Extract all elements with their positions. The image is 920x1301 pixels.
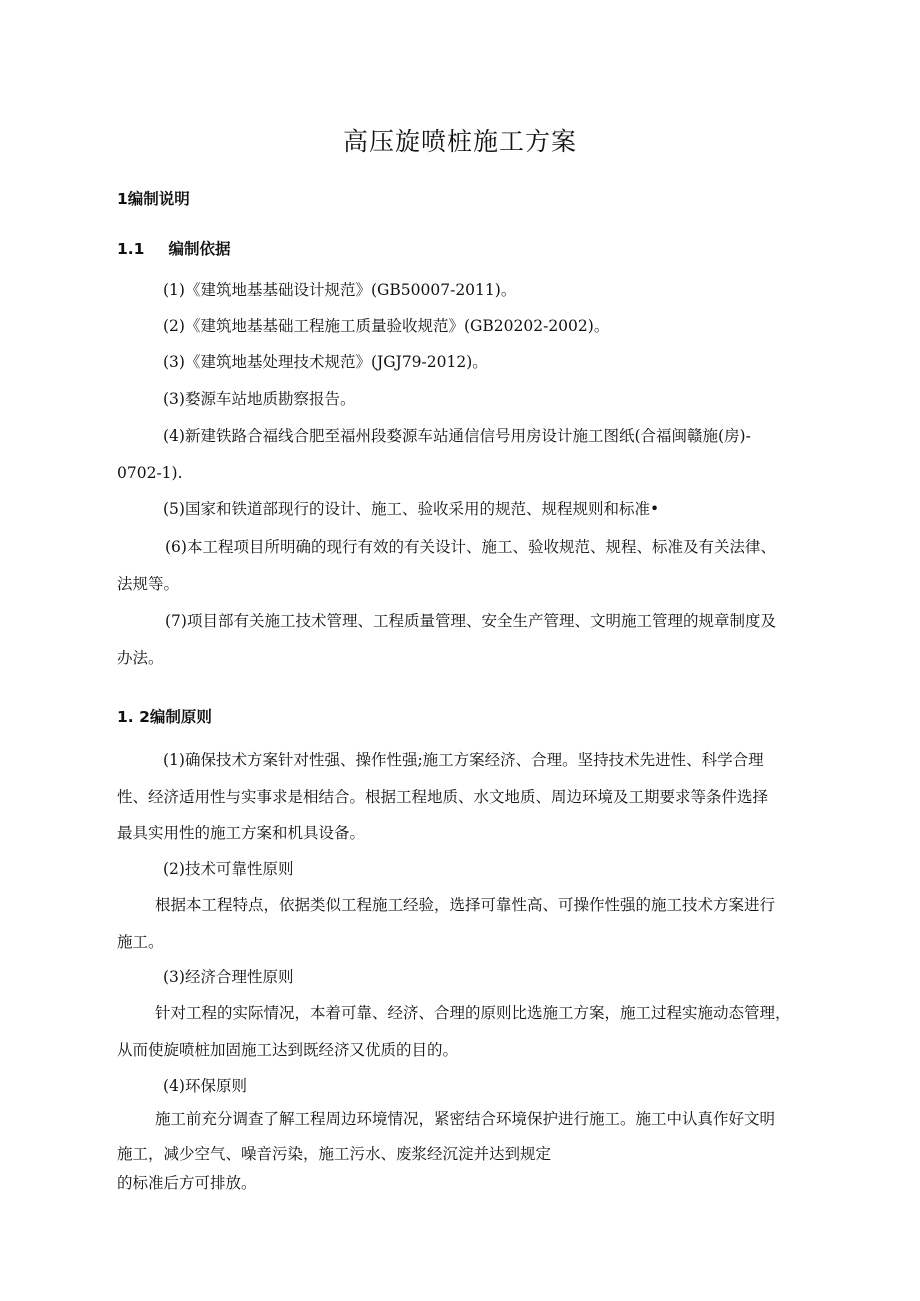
basis-item-7-line-2: 法规等。 bbox=[117, 575, 180, 593]
principle-2-title: (2)技术可靠性原则 bbox=[163, 860, 294, 878]
principle-2-line-2: 施工。 bbox=[117, 933, 164, 951]
basis-item-1: (1)《建筑地基基础设计规范》(GB50007-2011)。 bbox=[163, 281, 517, 299]
principle-4-line-3: 的标准后方可排放。 bbox=[117, 1174, 257, 1192]
principle-1-line-3: 最具实用性的施工方案和机具设备。 bbox=[117, 824, 366, 842]
principle-4-line-2: 施工，减少空气、噪音污染，施工污水、废浆经沉淀并达到规定 bbox=[117, 1145, 552, 1163]
section-1-1-title: 编制依据 bbox=[168, 240, 231, 258]
section-1-1-heading bbox=[117, 238, 827, 260]
principle-4-line-1: 施工前充分调查了解工程周边环境情况，紧密结合环境保护进行施工。施工中认真作好文明 bbox=[155, 1110, 776, 1128]
section-1-1-number: 1.1 bbox=[117, 240, 145, 258]
principle-3-line-2: 从而使旋喷桩加固施工达到既经济又优质的目的。 bbox=[117, 1041, 459, 1059]
basis-item-7-line-1: (6)本工程项目所明确的现行有效的有关设计、施工、验收规范、规程、标准及有关法律、 bbox=[165, 538, 776, 556]
document-title: 高压旋喷桩施工方案 bbox=[342, 127, 577, 156]
basis-item-8-line-2: 办法。 bbox=[117, 649, 164, 667]
principle-3-line-1: 针对工程的实际情况，本着可靠、经济、合理的原则比选施工方案，施工过程实施动态管理， bbox=[155, 1004, 791, 1022]
principle-4-title: (4)环保原则 bbox=[163, 1077, 247, 1095]
section-1-heading: 1编制说明 bbox=[117, 190, 190, 208]
basis-item-4: (3)婺源车站地质勘察报告。 bbox=[163, 390, 356, 408]
basis-item-8-line-1: (7)项目部有关施工技术管理、工程质量管理、安全生产管理、文明施工管理的规章制度及 bbox=[165, 612, 776, 630]
basis-item-6: (5)国家和铁道部现行的设计、施工、验收采用的规范、规程规则和标准• bbox=[163, 500, 660, 518]
basis-item-2: (2)《建筑地基基础工程施工质量验收规范》(GB20202-2002)。 bbox=[163, 317, 610, 335]
basis-item-5-line-1: (4)新建铁路合福线合肥至福州段婺源车站通信信号用房设计施工图纸(合福闽赣施(房)- bbox=[163, 427, 751, 445]
principle-2-line-1: 根据本工程特点，依据类似工程施工经验，选择可靠性高、可操作性强的施工技术方案进行 bbox=[155, 896, 776, 914]
basis-item-5-line-2: 0702-1). bbox=[117, 464, 183, 482]
principle-3-title: (3)经济合理性原则 bbox=[163, 968, 294, 986]
section-1-2-heading: 1. 2编制原则 bbox=[117, 708, 212, 726]
basis-item-3: (3)《建筑地基处理技术规范》(JGJ79-2012)。 bbox=[163, 353, 488, 371]
principle-1-line-1: (1)确保技术方案针对性强、操作性强;施工方案经济、合理。坚持技术先进性、科学合理 bbox=[163, 751, 764, 769]
principle-1-line-2: 性、经济适用性与实事求是相结合。根据工程地质、水文地质、周边环境及工期要求等条件选择 bbox=[117, 788, 769, 806]
